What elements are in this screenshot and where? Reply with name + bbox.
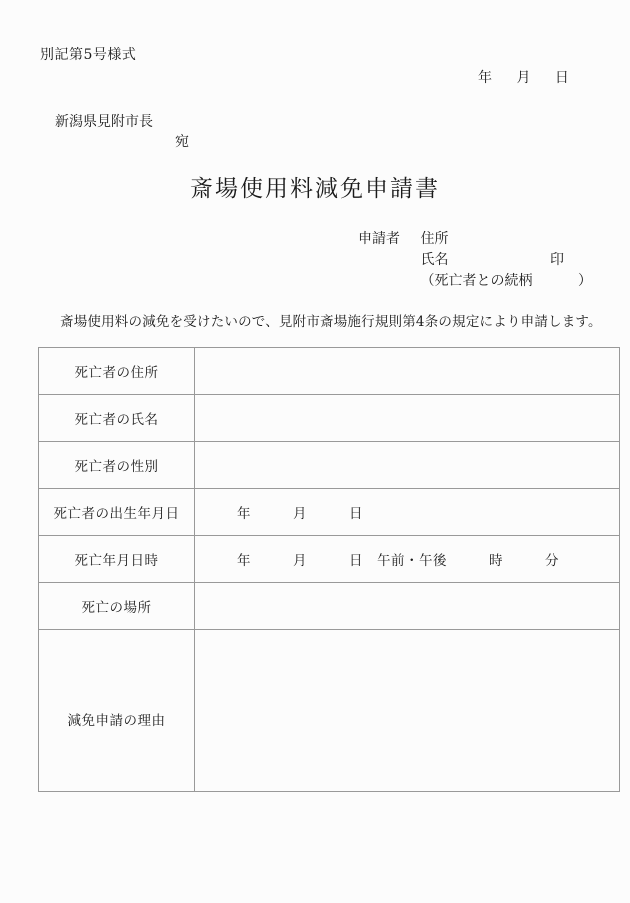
seal-mark-icon: 印 bbox=[550, 252, 564, 268]
row-label-reduction-reason: 減免申請の理由 bbox=[39, 630, 195, 792]
row-label-death-place: 死亡の場所 bbox=[39, 583, 195, 630]
table-row bbox=[39, 442, 620, 489]
applicant-relationship-row bbox=[358, 271, 592, 292]
document-title: 斎場使用料減免申請書 bbox=[190, 176, 440, 202]
row-value-deceased-name[interactable] bbox=[195, 395, 620, 442]
body-statement: 斎場使用料の減免を受けたいので、見附市斎場施行規則第4条の規定により申請します。 bbox=[60, 314, 602, 330]
table-row bbox=[39, 630, 620, 792]
row-value-deceased-birthdate[interactable]: 年 月 日 bbox=[195, 489, 620, 536]
year-label: 年 bbox=[478, 70, 492, 86]
row-value-death-datetime[interactable]: 年 月 日 午前・午後 時 分 bbox=[195, 536, 620, 583]
header-date-line bbox=[478, 67, 569, 87]
table-body bbox=[39, 348, 620, 792]
row-value-death-place[interactable] bbox=[195, 583, 620, 630]
table-row bbox=[39, 348, 620, 395]
row-value-reduction-reason[interactable] bbox=[195, 630, 620, 792]
applicant-relationship-close: ） bbox=[578, 273, 592, 289]
applicant-block bbox=[358, 229, 592, 292]
row-label-deceased-address: 死亡者の住所 bbox=[39, 348, 195, 395]
addressee-name: 新潟県見附市長 bbox=[55, 114, 153, 130]
table-row bbox=[39, 395, 620, 442]
applicant-label: 申請者 bbox=[358, 231, 400, 247]
application-table bbox=[38, 347, 620, 792]
row-label-death-datetime: 死亡年月日時 bbox=[39, 536, 195, 583]
applicant-name-label: 氏名 bbox=[420, 252, 449, 268]
row-value-deceased-gender[interactable] bbox=[195, 442, 620, 489]
form-code-label: 別記第5号様式 bbox=[40, 47, 137, 63]
applicant-relationship-label: （死亡者との続柄 bbox=[420, 273, 533, 289]
day-label: 日 bbox=[554, 70, 569, 86]
row-label-deceased-name: 死亡者の氏名 bbox=[39, 395, 195, 442]
month-label: 月 bbox=[516, 70, 531, 86]
row-label-deceased-birthdate: 死亡者の出生年月日 bbox=[39, 489, 195, 536]
table-row bbox=[39, 583, 620, 630]
addressee-suffix: 宛 bbox=[175, 134, 189, 150]
applicant-name-row bbox=[358, 250, 564, 271]
applicant-address-row bbox=[358, 229, 532, 250]
table-row bbox=[39, 489, 620, 536]
row-label-deceased-gender: 死亡者の性別 bbox=[39, 442, 195, 489]
applicant-address-label: 住所 bbox=[420, 231, 449, 247]
table-row bbox=[39, 536, 620, 583]
row-value-deceased-address[interactable] bbox=[195, 348, 620, 395]
